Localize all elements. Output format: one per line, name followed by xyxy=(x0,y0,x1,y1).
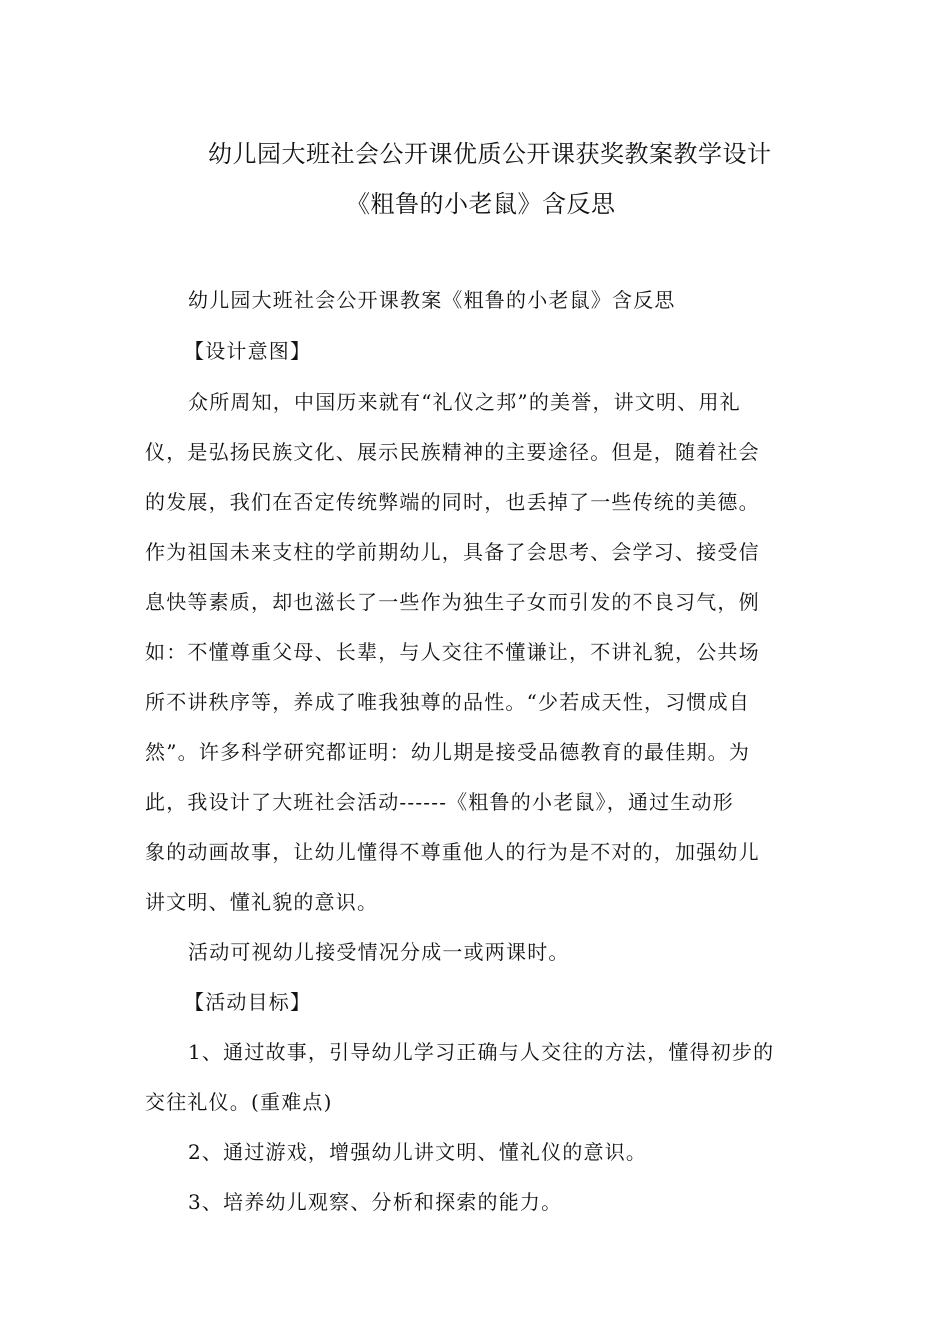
goal-item-2: 2、通过游戏，增强幼儿讲文明、懂礼仪的意识。 xyxy=(188,1140,648,1164)
paragraph-line: 此，我设计了大班社会活动------《粗鲁的小老鼠》，通过生动形 xyxy=(145,790,734,814)
paragraph-line: 仪，是弘扬民族文化、展示民族精神的主要途径。但是，随着社会 xyxy=(145,440,760,464)
goal-item-1-continued: 交往礼仪。(重难点) xyxy=(145,1090,333,1114)
goal-item-3: 3、培养幼儿观察、分析和探索的能力。 xyxy=(188,1190,563,1214)
document-title: 幼儿园大班社会公开课优质公开课获奖教案教学设计 xyxy=(208,140,772,168)
section-heading-goals: 【活动目标】 xyxy=(184,990,312,1014)
section-heading-design: 【设计意图】 xyxy=(184,339,312,363)
class-note: 活动可视幼儿接受情况分成一或两课时。 xyxy=(188,940,570,964)
paragraph-line: 息快等素质，却也滋长了一些作为独生子女而引发的不良习气，例 xyxy=(145,590,760,614)
paragraph-line: 的发展，我们在否定传统弊端的同时，也丢掉了一些传统的美德。 xyxy=(145,490,760,514)
goal-item-1: 1、通过故事，引导幼儿学习正确与人交往的方法，懂得初步的 xyxy=(188,1040,775,1064)
paragraph-line: 作为祖国未来支柱的学前期幼儿，具备了会思考、会学习、接受信 xyxy=(145,540,760,564)
paragraph-line: 所不讲秩序等，养成了唯我独尊的品性。“少若成天性，习惯成自 xyxy=(145,690,751,714)
document-title-continued: 《粗鲁的小老鼠》含反思 xyxy=(346,190,616,218)
lesson-subtitle: 幼儿园大班社会公开课教案《粗鲁的小老鼠》含反思 xyxy=(188,288,676,312)
paragraph-line: 象的动画故事，让幼儿懂得不尊重他人的行为是不对的，加强幼儿 xyxy=(145,840,760,864)
paragraph-line: 如：不懂尊重父母、长辈，与人交往不懂谦让，不讲礼貌，公共场 xyxy=(145,640,760,664)
paragraph-line: 众所周知，中国历来就有“礼仪之邦”的美誉，讲文明、用礼 xyxy=(188,390,741,414)
paragraph-line: 然”。许多科学研究都证明：幼儿期是接受品德教育的最佳期。为 xyxy=(145,740,751,764)
paragraph-line: 讲文明、懂礼貌的意识。 xyxy=(145,890,379,914)
